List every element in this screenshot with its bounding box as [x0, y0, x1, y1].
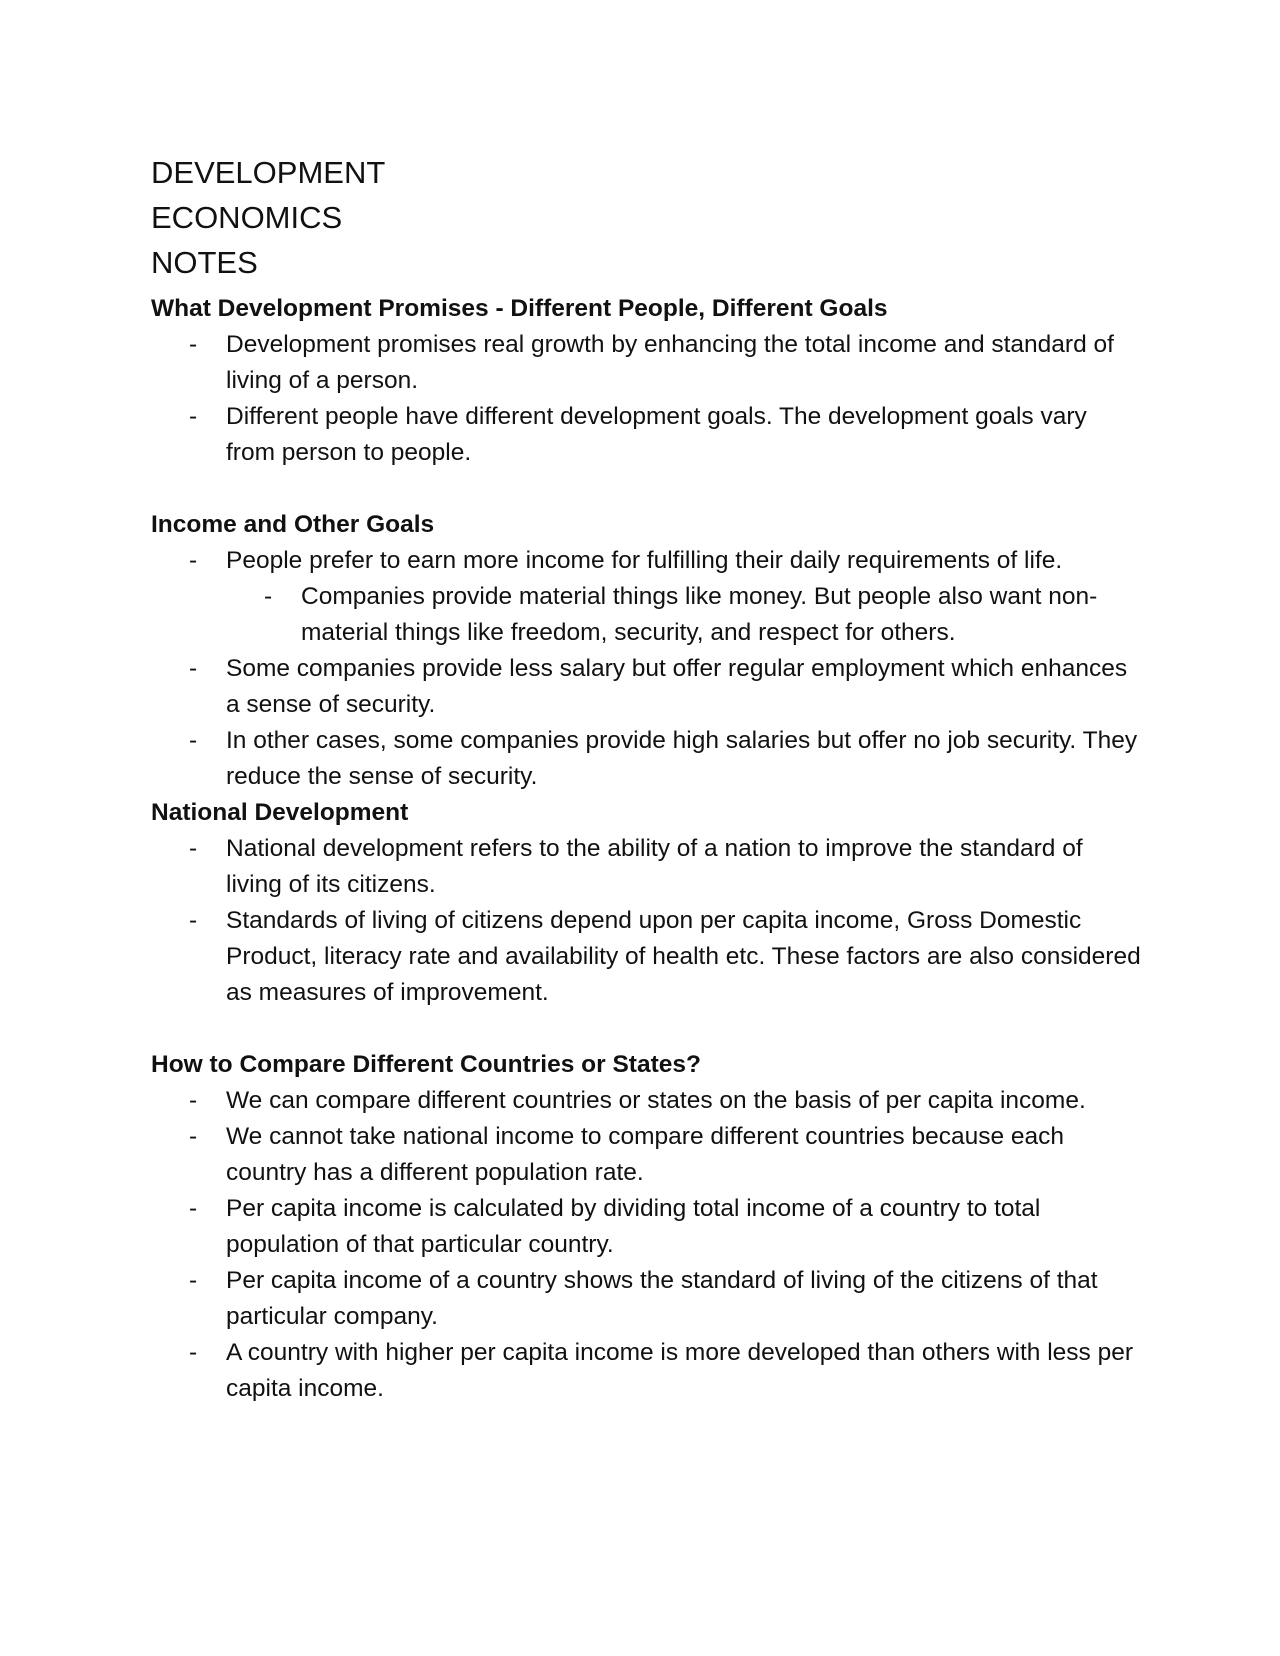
list-item: [151, 1335, 1141, 1407]
list-item: [151, 1119, 1141, 1191]
list-item: [151, 651, 1141, 723]
section-heading-compare-countries: How to Compare Different Countries or States?: [151, 1051, 701, 1078]
bullet-list: [151, 831, 1141, 1011]
list-item-text: Per capita income is calculated by dividing total income of a country to total population of that particular country.: [226, 1195, 1041, 1258]
section-heading-development-promises: What Development Promises - Different People, Different Goals: [151, 295, 888, 322]
dash-bullet: -: [189, 1339, 198, 1366]
list-item-text: We cannot take national income to compare different countries because each country has a different population rate.: [226, 1123, 1065, 1186]
list-item: [151, 1191, 1141, 1263]
list-item-text: Some companies provide less salary but offer regular employment which enhances a sense of security.: [226, 655, 1128, 718]
dash-bullet: -: [189, 1195, 198, 1222]
list-item-text: Standards of living of citizens depend upon per capita income, Gross Domestic Product, literacy rate and availability of health etc. These factors are also considered as measures of improvement.: [226, 907, 1141, 1006]
list-item-text: Different people have different development goals. The development goals vary from person to people.: [226, 403, 1087, 466]
list-item: [151, 903, 1141, 1011]
list-item-text: We can compare different countries or states on the basis of per capita income.: [226, 1087, 1086, 1114]
dash-bullet: -: [189, 1087, 198, 1114]
list-item: [151, 723, 1141, 795]
section-heading-income-goals: Income and Other Goals: [151, 511, 435, 538]
title-line: ECONOMICS: [151, 200, 343, 235]
list-item-text: Development promises real growth by enhancing the total income and standard of living of a person.: [226, 331, 1114, 394]
list-item: [151, 399, 1141, 471]
list-item-text: National development refers to the ability of a nation to improve the standard of living of its citizens.: [226, 835, 1083, 898]
list-item-text: People prefer to earn more income for fulfilling their daily requirements of life.: [226, 547, 1063, 574]
title-line: DEVELOPMENT: [151, 155, 386, 190]
bullet-list: [151, 543, 1141, 795]
bullet-list: [151, 327, 1141, 471]
document-page: [151, 150, 1141, 1407]
list-item: [151, 1083, 1141, 1119]
dash-bullet: -: [189, 727, 198, 754]
dash-bullet: -: [189, 331, 198, 358]
document-title: [151, 150, 1141, 285]
list-item-text: In other cases, some companies provide high salaries but offer no job security. They reduce the sense of security.: [226, 727, 1138, 790]
blank-line: [151, 471, 1141, 507]
dash-bullet: -: [189, 403, 198, 430]
list-item: [151, 1263, 1141, 1335]
bullet-list: [151, 1083, 1141, 1407]
dash-bullet: -: [189, 655, 198, 682]
list-item: [151, 543, 1141, 579]
blank-line: [151, 1011, 1141, 1047]
list-item-text: Companies provide material things like money. But people also want non-material things like freedom, security, and respect for others.: [301, 583, 1098, 646]
dash-bullet: -: [189, 547, 198, 574]
dash-bullet: -: [189, 1123, 198, 1150]
list-item-nested: [151, 579, 1141, 651]
list-item: [151, 327, 1141, 399]
title-line: NOTES: [151, 245, 258, 280]
list-item-text: Per capita income of a country shows the standard of living of the citizens of that particular company.: [226, 1267, 1098, 1330]
section-heading-national-development: National Development: [151, 799, 409, 826]
list-item-text: A country with higher per capita income is more developed than others with less per capita income.: [226, 1339, 1133, 1402]
dash-bullet: -: [189, 835, 198, 862]
dash-bullet: -: [189, 907, 198, 934]
dash-bullet: -: [189, 1267, 198, 1294]
dash-bullet: -: [264, 583, 273, 610]
list-item: [151, 831, 1141, 903]
